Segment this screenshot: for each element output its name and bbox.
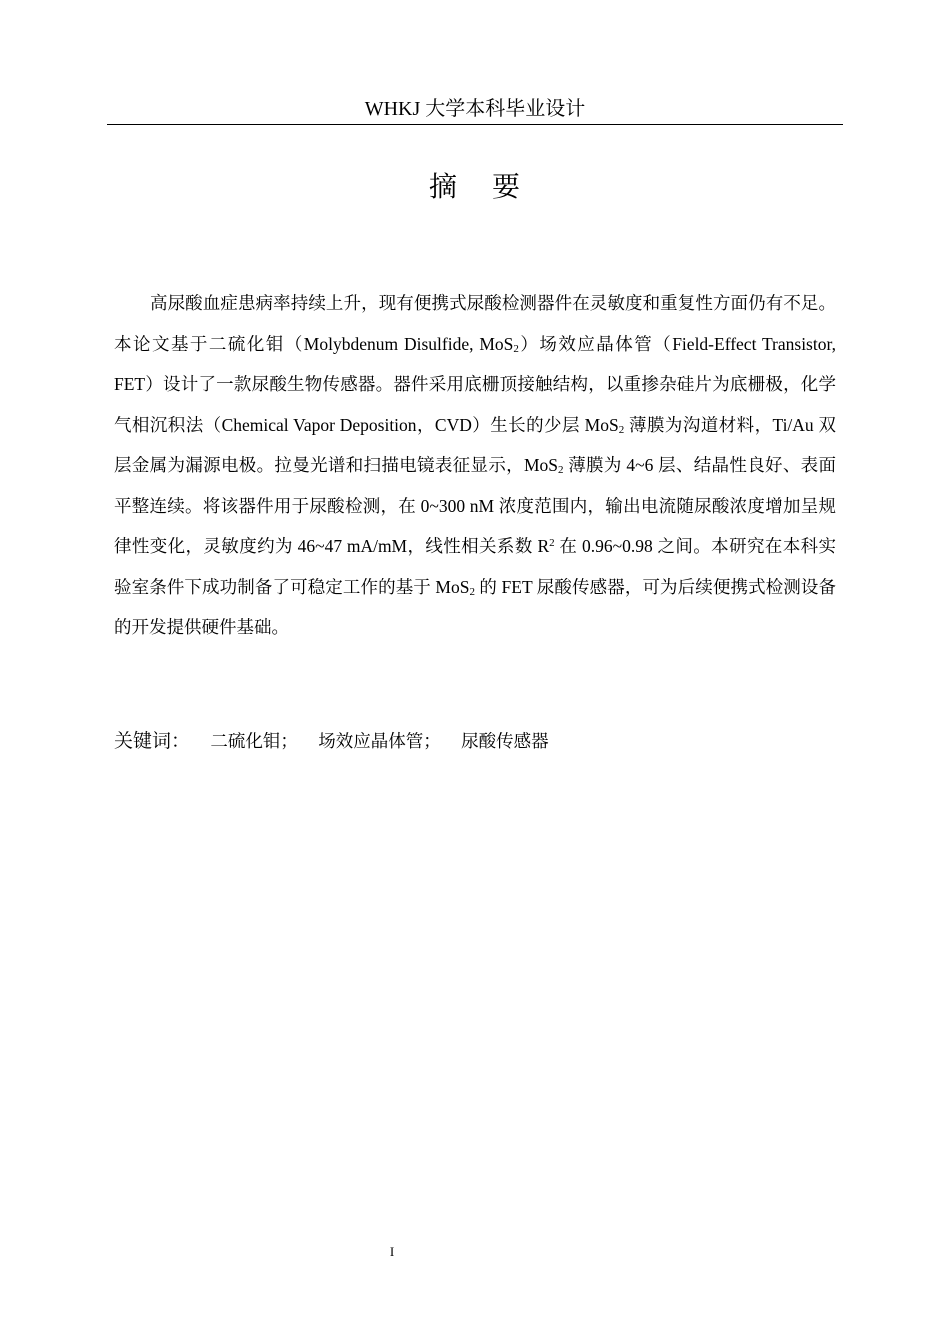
subscript-2: 2 [513, 342, 519, 355]
subscript-2: 2 [618, 423, 625, 436]
keyword-item: 二硫化钼； [210, 731, 298, 751]
keyword-item: 尿酸传感器 [461, 731, 549, 751]
abstract-text-5: 在 0.96~0.98 之间。本研究在本科实验室条件下成功制备了可稳定工作的基于 MoS [114, 536, 836, 597]
abstract-text-4: 薄膜为 4~6 层、结晶性良好、表面平整连续。将该器件用于尿酸检测，在 0~300 nM 浓度范围内，输出电流随尿酸浓度增加呈规律性变化，灵敏度约为 46~47 mA/mM，线性相关系数 R [114, 455, 837, 556]
abstract-title [107, 168, 843, 208]
running-header: WHKJ 大学本科毕业设计 [364, 98, 586, 120]
subscript-2: 2 [469, 585, 475, 598]
keywords-label: 关键词： [114, 730, 191, 752]
title-char-1: 摘 [428, 172, 458, 203]
abstract-body [114, 283, 836, 648]
keywords-line [114, 726, 836, 756]
superscript-2: 2 [549, 537, 555, 549]
header-divider [107, 124, 843, 125]
abstract-text-1: 高尿酸血症患病率持续上升，现有便携式尿酸检测器件在灵敏度和重复性方面仍有不足。本论文基于二硫化钼（Molybdenum Disulfide, MoS [114, 293, 836, 354]
page-number: I [389, 1244, 395, 1259]
abstract-text-3: 薄膜为沟道材料，Ti/Au 双层金属为漏源电极。拉曼光谱和扫描电镜表征显示，MoS [114, 414, 836, 475]
subscript-2: 2 [558, 464, 564, 476]
abstract-text-2: ）场效应晶体管（Field-Effect Transistor, FET）设计了一款尿酸生物传感器。器件采用底栅顶接触结构，以重掺杂硅片为底栅极，化学气相沉积法（Chemical Vapor Deposition，CVD）生长的少层 MoS [114, 333, 836, 435]
abstract-text-6: 的 FET 尿酸传感器，可为后续便携式检测设备的开发提供硬件基础。 [114, 576, 837, 637]
title-char-2: 要 [492, 172, 522, 203]
keyword-item: 场效应晶体管； [318, 731, 441, 751]
